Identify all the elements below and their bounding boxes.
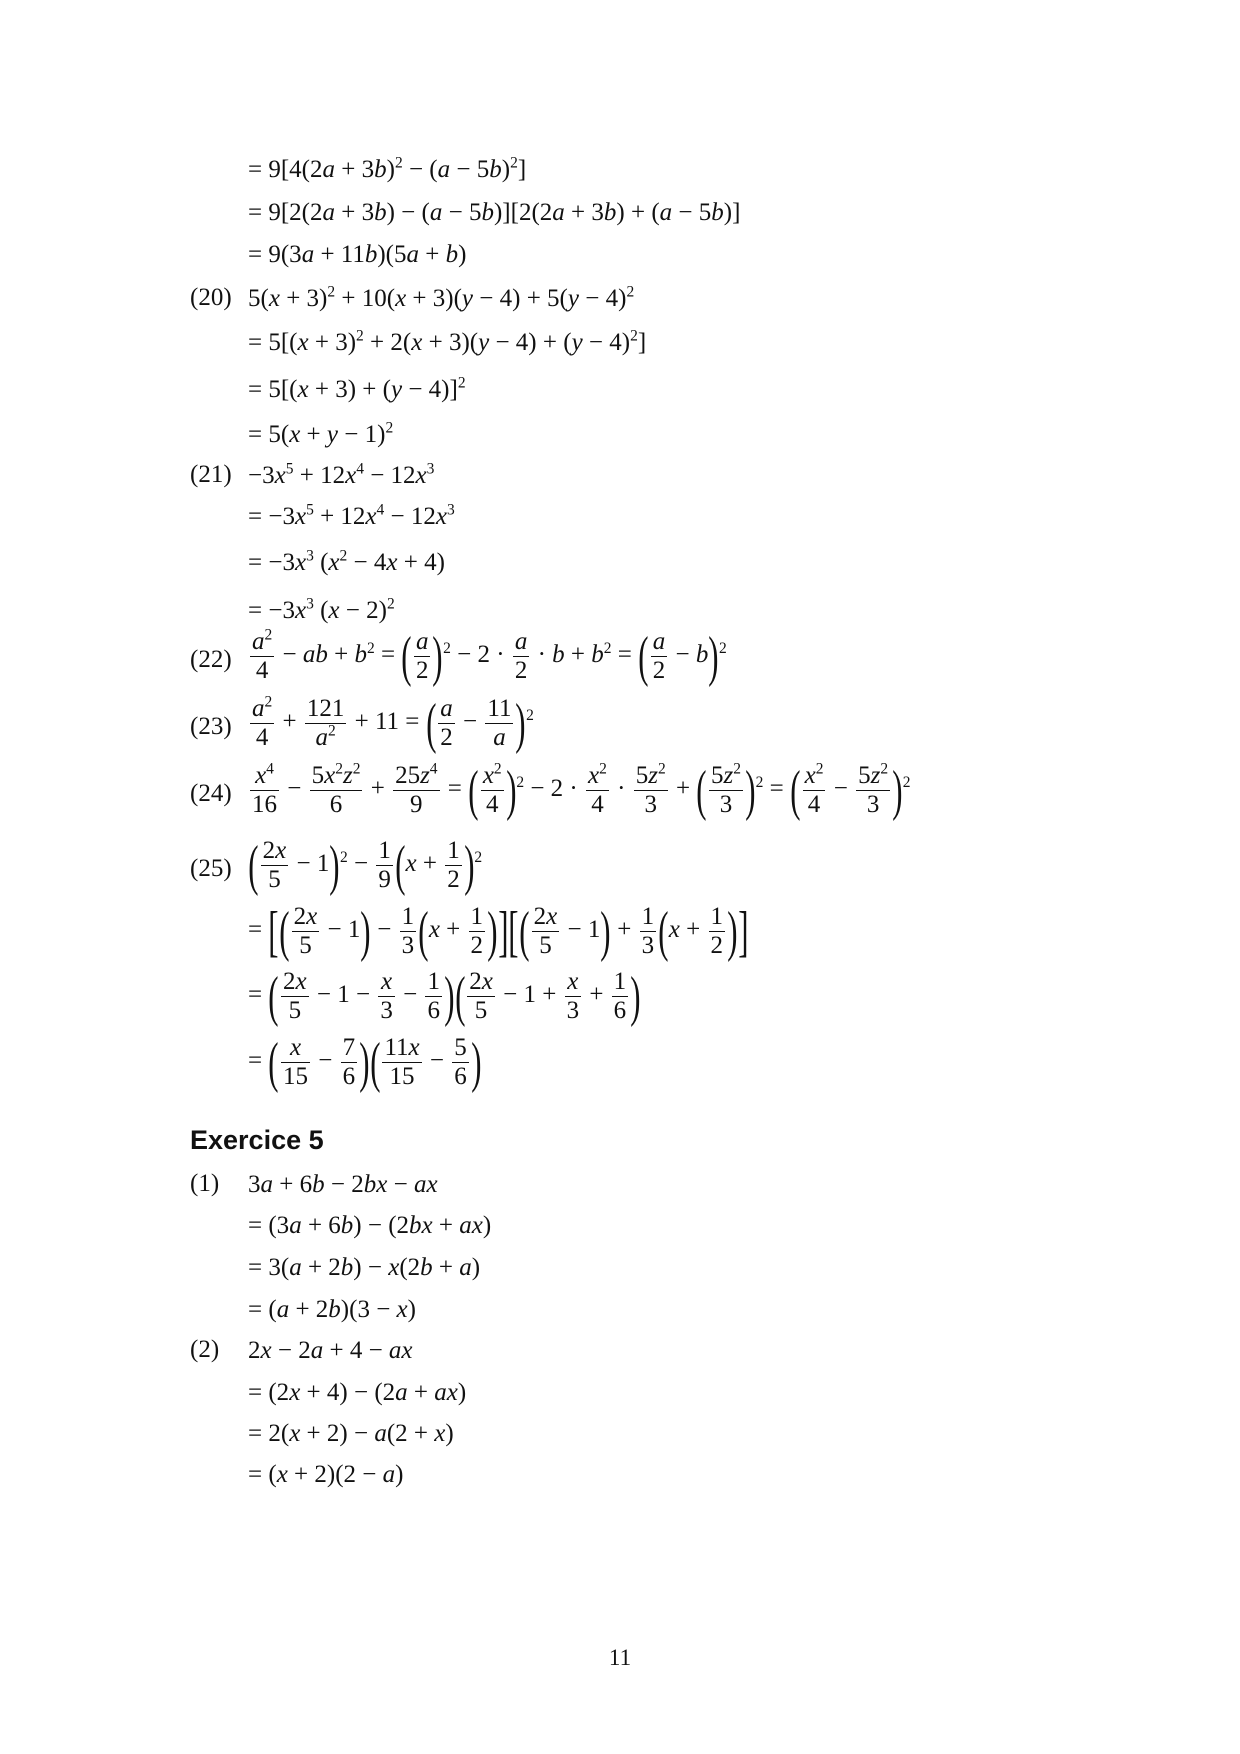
equation-line: ( $\frac{2x}{5}$ − 1)$^2$ − $\frac{1}{9}$ (x + $\frac{1}{2}$ )$^2$ [248,834,483,897]
equation-line: = $-3x^5 + 12x^4 - 12x^3$ [248,501,455,530]
equation-line: 3a + 6b − 2bx − ax [248,1171,438,1198]
equation-line: $\frac{a^2}{4}$ − ab + $b^2$ = ( $\frac{a}{2}$ )$^2$ − 2 · $\frac{a}{2}$ · $b + b^2$ = ( $\frac{a}{2}$ − b)$^2$ [252,625,727,688]
equation-line: = (3a + 6b) − (2bx + ax) [248,1212,492,1239]
problem-number: (21) [190,461,232,488]
equation-line: = ( $\frac{x}{15}$ − $\frac{7}{6}$ )( $\frac{11x}{15}$ − $\frac{5}{6}$ ) [248,1031,482,1094]
equation-line: = (2x + 4) − (2a + ax) [248,1379,467,1406]
problem-number: (24) [190,780,232,807]
equation-line: = $5[(x + 3)^2 + 2(x + 3)(y - 4) + (y - 4)^2]$ [248,327,647,356]
section-title: Exercice 5 [190,1125,324,1155]
equation-line: = $5(x + y - 1)^2$ [248,419,394,448]
equation-line: = 3(a + 2b) − x(2b + a) [248,1254,481,1281]
problem-number: (22) [190,646,232,673]
equation-line: $5(x + 3)^2 + 10(x + 3)(y - 4) + 5(y - 4)^2$ [248,283,635,312]
equation-line: = $-3x^3$ $(x - 2)^2$ [248,595,395,624]
equation-line: = [( $\frac{2x}{5}$ − 1) − $\frac{1}{3}$ (x + $\frac{1}{2}$ )][( $\frac{2x}{5}$ − 1) + $\frac{1}{3}$ (x + $\frac{1}{2}$ )] [248,900,749,963]
equation-line: $\frac{a^2}{4}$ + $\frac{121}{a^2}$ + 11 = ( $\frac{a}{2}$ − $\frac{11}{a}$ )$^2$ [252,692,534,755]
page-number: 11 [608,1645,632,1670]
equation-line: 2x − 2a + 4 − ax [248,1337,413,1364]
problem-number: (23) [190,713,232,740]
equation-line: = 9[2(2a + 3b) − (a − 5b)][2(2a + 3b) + (a − 5b)] [248,199,741,226]
equation-line: $-3x^5 + 12x^4 - 12x^3$ [248,460,435,489]
equation-line: = ( $\frac{2x}{5}$ − 1 − $\frac{x}{3}$ − $\frac{1}{6}$ )( $\frac{2x}{5}$ − 1 + $\frac{x}{3}$ + $\frac{1}{6}$ ) [248,965,641,1028]
equation-line: = $5[(x + 3) + (y - 4)]^2$ [248,374,466,403]
equation-line: = (x + 2)(2 − a) [248,1461,404,1488]
problem-number: (2) [190,1336,220,1363]
problem-number: (1) [190,1170,220,1197]
equation-line: = 2(x + 2) − a(2 + x) [248,1420,454,1447]
equation-line: = $-3x^3$ $(x^2 - 4x + 4)$ [248,547,445,576]
equation-line: = 9(3a + 11b)(5a + b) [248,241,467,268]
equation-line: = $9[4(2a + 3b)^2 - (a - 5b)^2]$ [248,154,527,183]
problem-number: (25) [190,855,232,882]
equation-line: = (a + 2b)(3 − x) [248,1296,416,1323]
equation-line: $\frac{x^4}{16}$ − $\frac{5x^2z^2}{6}$ + $\frac{25z^4}{9}$ = ( $\frac{x^2}{4}$ )$^2$ − 2 · $\frac{x^2}{4}$ · $\frac{5z^2}{3}$ + ( $\frac{5z^2}{3}$ )$^2$ = ( $\frac{x^2}{4}$ − $\frac{5z^2}{3}$ )$^2$ [252,759,911,822]
problem-number: (20) [190,284,232,311]
